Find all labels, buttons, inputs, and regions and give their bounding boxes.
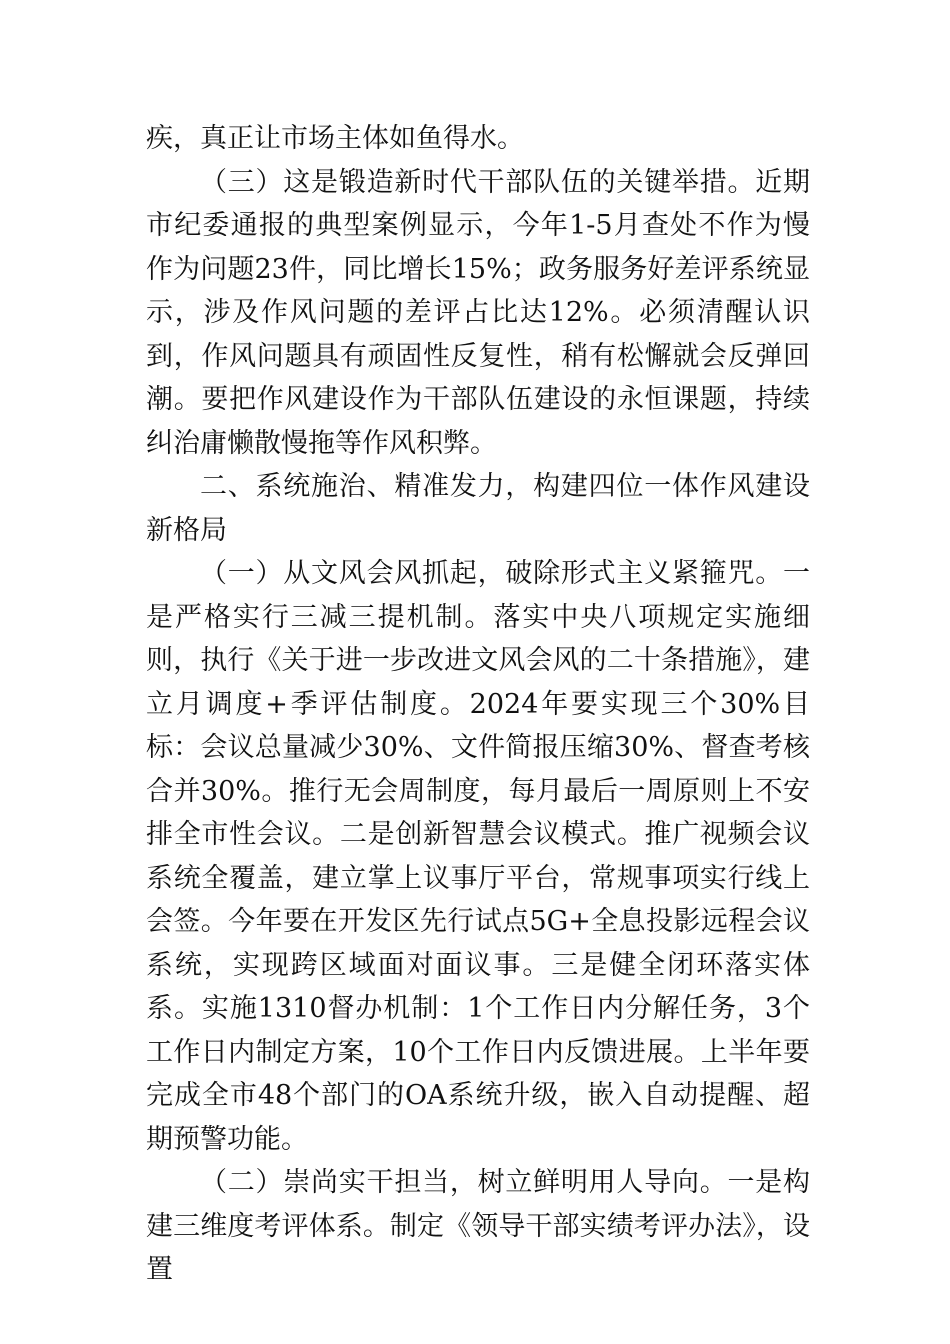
- paragraph-subsection-2: （二）崇尚实干担当，树立鲜明用人导向。一是构建三维度考评体系。制定《领导干部实绩考评办法》，设置: [146, 1167, 810, 1285]
- paragraph-subsection-1: （一）从文风会风抓起，破除形式主义紧箍咒。一是严格实行三减三提机制。落实中央八项规定实施细则，执行《关于进一步改进文风会风的二十条措施》，建立月调度+季评估制度。2024年要实现三个30%目标：会议总量减少30%、文件简报压缩30%、督查考核合并30%。推行无会周制度，每月最后一周原则上不安排全市性会议。二是创新智慧会议模式。推广视频会议系统全覆盖，建立掌上议事厅平台，常规事项实行线上会签。今年要在开发区先行试点5G+全息投影远程会议系统，实现跨区域面对面议事。三是健全闭环落实体系。实施1310督办机制：1个工作日内分解任务，3个工作日内制定方案，10个工作日内反馈进展。上半年要完成全市48个部门的OA系统升级，嵌入自动提醒、超期预警功能。: [146, 558, 810, 1155]
- document-body: [146, 117, 810, 1292]
- section-heading-2: 二、系统施治、精准发力，构建四位一体作风建设新格局: [146, 471, 810, 546]
- paragraph-continuation: 疾，真正让市场主体如鱼得水。: [146, 123, 524, 154]
- paragraph-section-3: （三）这是锻造新时代干部队伍的关键举措。近期市纪委通报的典型案例显示，今年1-5月查处不作为慢作为问题23件，同比增长15%；政务服务好差评系统显示，涉及作风问题的差评占比达12%。必须清醒认识到，作风问题具有顽固性反复性，稍有松懈就会反弹回潮。要把作风建设作为干部队伍建设的永恒课题，持续纠治庸懒散慢拖等作风积弊。: [146, 166, 810, 459]
